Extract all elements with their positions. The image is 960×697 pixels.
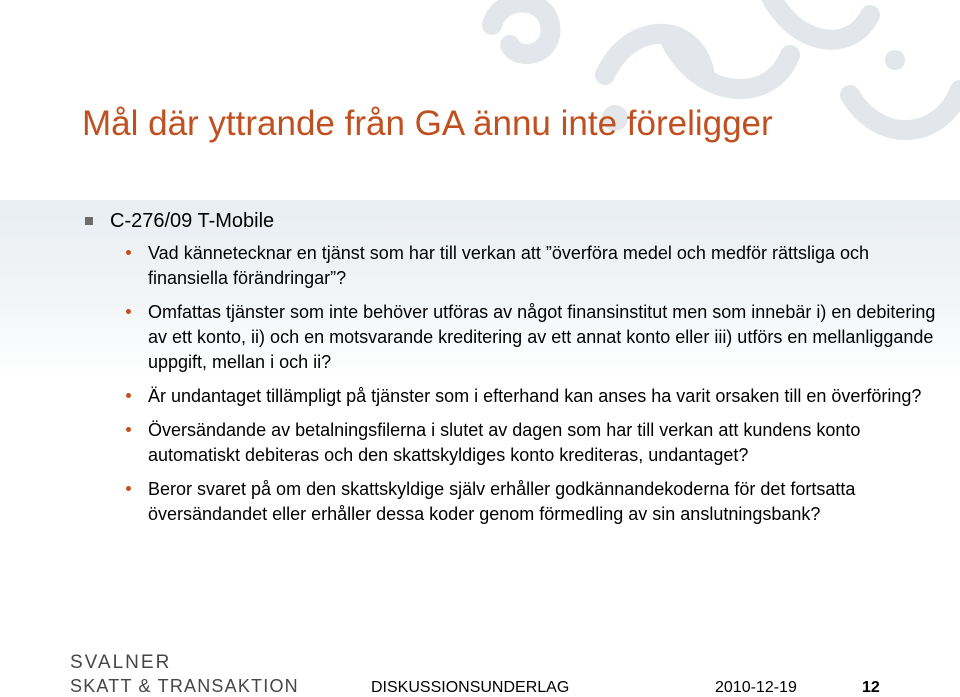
bullet-text: Är undantaget tillämpligt på tjänster som i efterhand kan anses ha varit orsaken till en överföring? — [148, 386, 922, 406]
dot-bullet-icon — [126, 393, 131, 398]
level1-bullet — [80, 206, 940, 236]
dot-bullet-icon — [126, 427, 131, 432]
list-item — [80, 384, 940, 409]
slide-title: Mål där yttrande från GA ännu inte föreligger — [82, 104, 773, 143]
brand-tagline: SKATT & TRANSAKTION — [70, 676, 299, 696]
page-number: 12 — [862, 679, 880, 696]
dot-bullet-icon — [126, 486, 131, 491]
bullet-text: Omfattas tjänster som inte behöver utföras av något finansinstitut men som innebär i) en debitering av ett konto, ii) och en motsvarande kreditering av ett annat konto eller iii) utförs en mellanliggande uppgift, mellan i och ii? — [148, 302, 936, 372]
square-bullet-icon — [85, 217, 93, 225]
list-item — [80, 241, 940, 291]
bullet-text: Översändande av betalningsfilerna i slutet av dagen som har till verkan att kundens konto automatiskt debiteras och den skattskyldiges konto krediteras, undantaget? — [148, 420, 861, 465]
case-heading: C-276/09 T-Mobile — [110, 210, 275, 232]
footer-label: DISKUSSIONSUNDERLAG — [371, 679, 570, 696]
bullet-text: Vad kännetecknar en tjänst som har till verkan att ”överföra medel och medför rättsliga och finansiella förändringar”? — [148, 243, 870, 288]
brand-name: SVALNER — [70, 652, 172, 673]
slide-content — [80, 206, 940, 527]
dot-bullet-icon — [126, 309, 131, 314]
list-item — [80, 418, 940, 468]
list-item — [80, 300, 940, 375]
list-item — [80, 477, 940, 527]
footer-date: 2010-12-19 — [715, 679, 797, 696]
bullet-text: Beror svaret på om den skattskyldige själv erhåller godkännandekoderna för det fortsatta översändandet eller erhåller dessa koder genom förmedling av sin anslutningsbank? — [148, 479, 856, 524]
brand-logo — [70, 653, 299, 696]
dot-bullet-icon — [126, 250, 131, 255]
